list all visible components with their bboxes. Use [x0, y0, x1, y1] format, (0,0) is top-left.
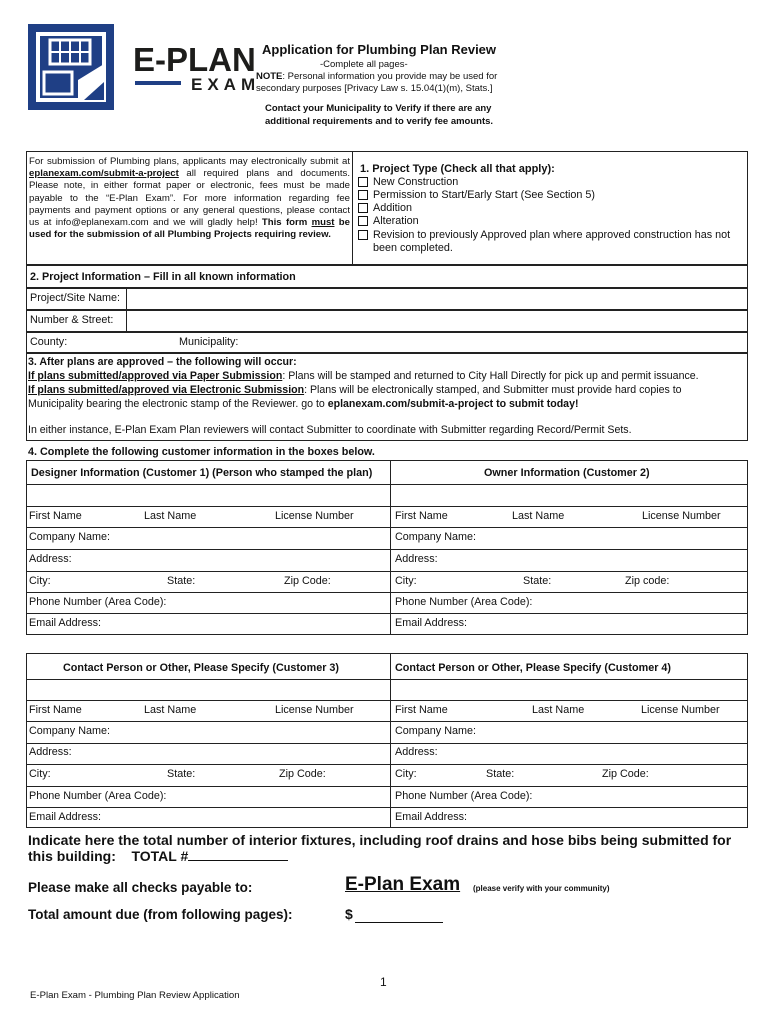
- municipality-label: Municipality:: [179, 336, 239, 348]
- section4-heading: 4. Complete the following customer information in the boxes below.: [28, 446, 375, 458]
- eplan-logo: [28, 24, 114, 110]
- option-label: Addition: [373, 202, 413, 214]
- c1-phone-label: Phone Number (Area Code):: [29, 596, 167, 608]
- c4-last-name-label: Last Name: [532, 704, 585, 716]
- note-text: : Personal information you provide may be used for secondary purposes [Privacy Law s. 15.04(1)(m), Stats.]: [256, 71, 498, 94]
- c2-license-label: License Number: [642, 510, 721, 522]
- total-due-label: Total amount due (from following pages):: [28, 907, 293, 922]
- page-number: 1: [380, 975, 387, 989]
- checkbox[interactable]: [358, 230, 368, 240]
- intro-bold-must: must: [311, 217, 335, 229]
- checkbox[interactable]: [358, 177, 368, 187]
- option-revision[interactable]: [358, 229, 743, 255]
- total-fixtures-field[interactable]: [188, 848, 288, 861]
- customer-grid-2: [26, 653, 748, 828]
- section3-heading: 3. After plans are approved – the following will occur:: [28, 356, 297, 368]
- dollar-sign: $: [345, 906, 353, 922]
- intro-text: all required plans and documents. Please note, in either format paper or electronic, fees must be made payable to the “E-Plan Exam”. For more information regarding fee payments and payment options or any general questions, please contact us at info@eplanexam.com and we will gladly help!: [29, 168, 350, 229]
- c4-license-label: License Number: [641, 704, 720, 716]
- c4-city-label: City:: [395, 768, 417, 780]
- site-name-field[interactable]: [127, 289, 747, 309]
- option-label: Revision to previously Approved plan where approved construction has not been completed.: [373, 229, 731, 254]
- c4-phone-label: Phone Number (Area Code):: [395, 790, 533, 802]
- street-field[interactable]: [127, 311, 747, 331]
- c3-city-label: City:: [29, 768, 51, 780]
- c2-city-label: City:: [395, 575, 417, 587]
- section2-header: [26, 265, 748, 288]
- c4-email-label: Email Address:: [395, 811, 468, 823]
- designer-heading: Designer Information (Customer 1) (Person who stamped the plan): [31, 467, 373, 479]
- footer-text: E-Plan Exam - Plumbing Plan Review Application: [30, 990, 240, 1001]
- either-instance-text: In either instance, E-Plan Exam Plan reviewers will contact Submitter to coordinate with Submitter regarding Record/Permit Sets.: [28, 424, 632, 436]
- site-name-label: Project/Site Name:: [30, 292, 121, 304]
- county-row: [26, 332, 748, 353]
- option-new-construction[interactable]: [358, 176, 743, 188]
- paper-label: If plans submitted/approved via Paper Submission: [28, 370, 283, 382]
- intro-bold: This form: [261, 217, 312, 229]
- c2-email-label: Email Address:: [395, 617, 468, 629]
- c3-phone-label: Phone Number (Area Code):: [29, 790, 167, 802]
- fixtures-prompt: [28, 832, 748, 864]
- c3-email-label: Email Address:: [29, 811, 102, 823]
- total-due-field[interactable]: [355, 922, 443, 923]
- form-subtitle: -Complete all pages-: [320, 59, 408, 70]
- electronic-text: Municipality bearing the electronic stamp of the Reviewer. go to: [28, 398, 328, 410]
- c3-last-name-label: Last Name: [144, 704, 197, 716]
- c3-company-label: Company Name:: [29, 725, 111, 737]
- electronic-text: : Plans will be electronically stamped, and Submitter must provide hard copies to: [304, 384, 682, 396]
- c1-address-label: Address:: [29, 553, 72, 565]
- privacy-note: [256, 71, 526, 95]
- brand-underline: [135, 81, 181, 85]
- option-label: New Construction: [373, 176, 459, 188]
- c1-license-label: License Number: [275, 510, 354, 522]
- verify-note: (please verify with your community): [473, 884, 610, 893]
- c1-zip-label: Zip Code:: [284, 575, 331, 587]
- checkbox[interactable]: [358, 190, 368, 200]
- contact4-heading: Contact Person or Other, Please Specify (Customer 4): [395, 662, 672, 674]
- c2-phone-label: Phone Number (Area Code):: [395, 596, 533, 608]
- c3-zip-label: Zip Code:: [279, 768, 326, 780]
- owner-heading: Owner Information (Customer 2): [484, 467, 650, 479]
- c2-last-name-label: Last Name: [512, 510, 565, 522]
- c4-company-label: Company Name:: [395, 725, 477, 737]
- c3-state-label: State:: [167, 768, 196, 780]
- checkbox[interactable]: [358, 203, 368, 213]
- option-label: Alteration: [373, 215, 419, 227]
- intro-text: For submission of Plumbing plans, applicants may electronically submit at: [29, 156, 350, 167]
- electronic-label: If plans submitted/approved via Electronic Submission: [28, 384, 305, 396]
- street-label: Number & Street:: [30, 314, 114, 326]
- c3-license-label: License Number: [275, 704, 354, 716]
- submission-instructions: [29, 156, 350, 241]
- municipality-contact-note: Contact your Municipality to Verify if there are any additional requirements and to verify fee amounts.: [265, 103, 494, 127]
- c4-state-label: State:: [486, 768, 515, 780]
- c4-first-name-label: First Name: [395, 704, 448, 716]
- submit-link[interactable]: eplanexam.com/submit-a-project to submit today!: [327, 398, 579, 410]
- c1-first-name-label: First Name: [29, 510, 82, 522]
- electronic-submission-text: [28, 384, 682, 396]
- c2-state-label: State:: [523, 575, 552, 587]
- project-type-heading: 1. Project Type (Check all that apply):: [360, 163, 555, 175]
- option-addition[interactable]: [358, 202, 743, 214]
- project-site-row: [26, 288, 748, 310]
- brand-subtitle: EXAM: [191, 75, 261, 94]
- c2-zip-label: Zip code:: [625, 575, 670, 587]
- note-label: NOTE: [256, 71, 283, 82]
- county-label: County:: [30, 336, 68, 348]
- intro-bold: be used for the submission of all Plumbing Projects requiring review.: [29, 217, 350, 241]
- checkbox[interactable]: [358, 216, 368, 226]
- c2-company-label: Company Name:: [395, 531, 477, 543]
- c1-company-label: Company Name:: [29, 531, 111, 543]
- paper-submission-text: [28, 370, 699, 382]
- submit-link[interactable]: eplanexam.com/submit-a-project: [29, 168, 179, 180]
- c1-email-label: Email Address:: [29, 617, 102, 629]
- street-row: [26, 310, 748, 332]
- form-title: Application for Plumbing Plan Review: [262, 42, 497, 57]
- paper-text: : Plans will be stamped and returned to City Hall Directly for pick up and permit issuance.: [282, 370, 699, 382]
- c2-first-name-label: First Name: [395, 510, 448, 522]
- c1-state-label: State:: [167, 575, 196, 587]
- payee-name: E-Plan Exam: [345, 874, 461, 895]
- c4-zip-label: Zip Code:: [602, 768, 649, 780]
- c3-address-label: Address:: [29, 746, 72, 758]
- option-early-start[interactable]: [358, 189, 743, 201]
- brand-name: E-PLAN: [133, 41, 256, 78]
- c1-last-name-label: Last Name: [144, 510, 197, 522]
- section2-heading: 2. Project Information – Fill in all known information: [30, 271, 296, 283]
- c3-first-name-label: First Name: [29, 704, 82, 716]
- fixtures-text: Indicate here the total number of interior fixtures, including roof drains and hose bibs being submitted for this building:: [28, 832, 732, 864]
- option-alteration[interactable]: [358, 215, 743, 227]
- total-label: TOTAL #: [131, 848, 189, 864]
- customer-grid-1: [26, 460, 748, 635]
- box-divider: [352, 151, 353, 265]
- checks-payable-label: Please make all checks payable to:: [28, 880, 253, 895]
- option-label: Permission to Start/Early Start (See Section 5): [373, 189, 596, 201]
- c4-address-label: Address:: [395, 746, 438, 758]
- c2-address-label: Address:: [395, 553, 438, 565]
- electronic-submission-text-2: [28, 398, 579, 410]
- contact3-heading: Contact Person or Other, Please Specify (Customer 3): [63, 662, 340, 674]
- c1-city-label: City:: [29, 575, 51, 587]
